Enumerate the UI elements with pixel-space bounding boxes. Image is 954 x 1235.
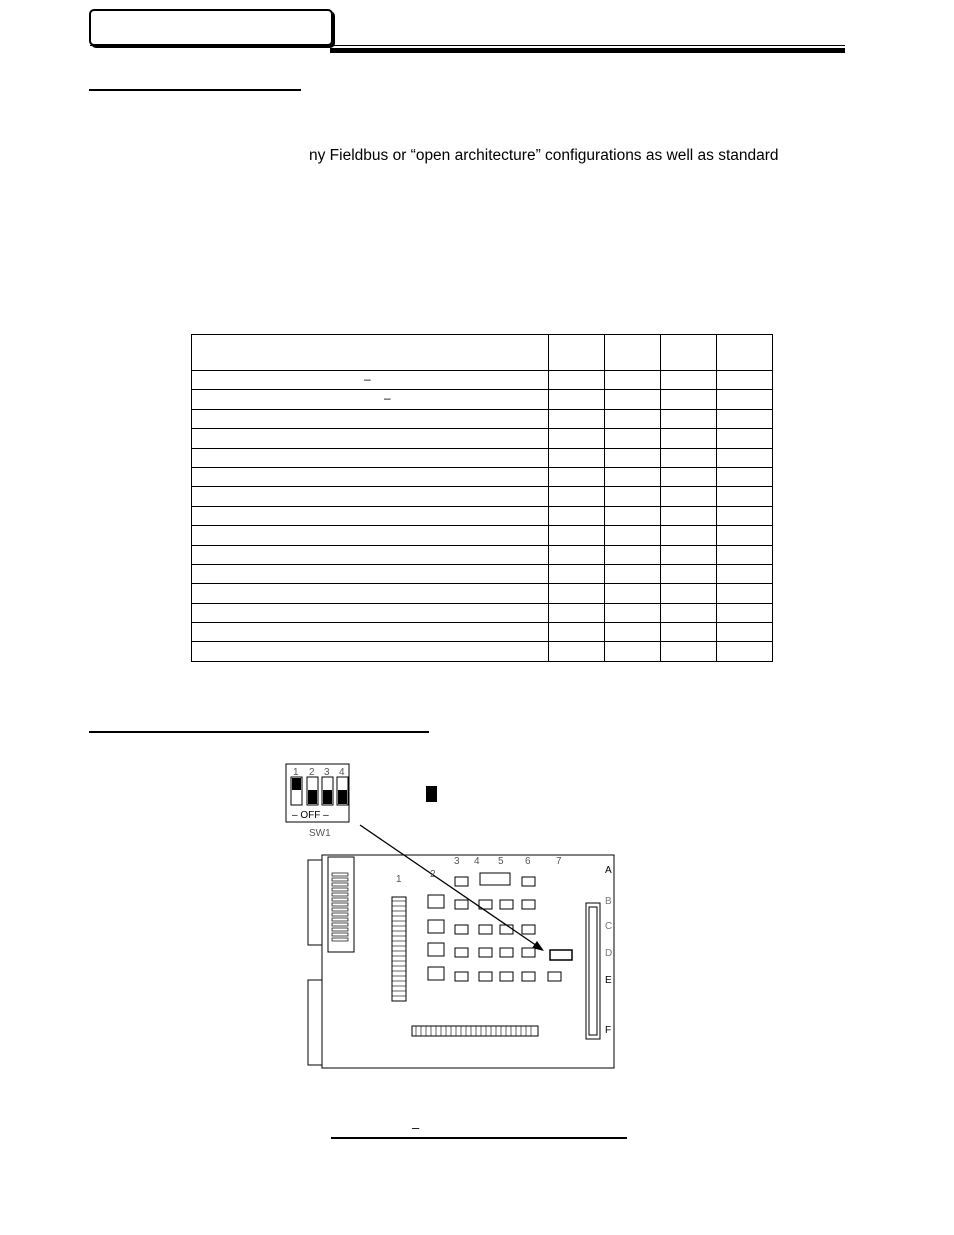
connector-pin [332, 893, 348, 896]
table-label-cell [192, 564, 549, 583]
table-value-cell [605, 545, 661, 564]
switch-number: 2 [309, 767, 315, 778]
switch-number: 1 [293, 767, 299, 778]
ic-chip [455, 925, 468, 934]
arrow-head [532, 941, 544, 951]
table-row [192, 603, 773, 622]
table-value-cell [717, 390, 773, 409]
figure-caption-underline [331, 1137, 627, 1139]
table-header-cell [661, 335, 717, 371]
ic-chip [428, 895, 444, 908]
table-value-cell [549, 409, 605, 428]
table-value-cell [717, 371, 773, 390]
table-row [192, 506, 773, 525]
table-value-cell [605, 371, 661, 390]
table-value-cell [661, 526, 717, 545]
connector-pin [332, 928, 348, 931]
table-value-cell [605, 642, 661, 661]
dip-switch-on-board [550, 950, 572, 960]
table-value-cell [717, 506, 773, 525]
ic-chip [428, 943, 444, 956]
table-value-cell [717, 545, 773, 564]
ic-chip [500, 948, 513, 957]
ribbon-connector-inner [589, 907, 597, 1035]
table-value-cell [549, 429, 605, 448]
intro-paragraph: ny Fieldbus or “open architecture” configurations as well as standard [309, 147, 779, 164]
table-value-cell [717, 409, 773, 428]
large-ic [480, 873, 510, 885]
connector-pin [332, 873, 348, 876]
ic-chip [455, 948, 468, 957]
table-value-cell [549, 371, 605, 390]
ic-chip [522, 972, 535, 981]
table-value-cell [605, 603, 661, 622]
table-row [192, 409, 773, 428]
table-value-cell [549, 564, 605, 583]
ic-chip [455, 972, 468, 981]
table-value-cell [549, 642, 605, 661]
table-value-cell [661, 371, 717, 390]
table-row [192, 429, 773, 448]
board-row-letter: D [605, 948, 613, 959]
table-value-cell [717, 429, 773, 448]
table-value-cell [549, 603, 605, 622]
table-value-cell [549, 506, 605, 525]
connector-pin [332, 888, 348, 891]
table-label-cell [192, 448, 549, 467]
table-value-cell [661, 467, 717, 486]
table-value-cell [605, 526, 661, 545]
table-value-cell [717, 642, 773, 661]
table-value-cell [549, 526, 605, 545]
table-value-cell [661, 603, 717, 622]
switch-number: 3 [324, 767, 330, 778]
header-rule-thick [330, 48, 845, 53]
table-value-cell [661, 448, 717, 467]
table-row [192, 623, 773, 642]
table-row [192, 487, 773, 506]
table-header-cell [605, 335, 661, 371]
legend-on-square [426, 786, 437, 802]
board-row-letter: B [605, 896, 612, 907]
table-label-cell [192, 487, 549, 506]
ic-chip [522, 948, 535, 957]
table-row [192, 642, 773, 661]
table-value-cell [717, 623, 773, 642]
table-value-cell [605, 487, 661, 506]
table-label-cell [192, 526, 549, 545]
ic-chip [479, 972, 492, 981]
table-value-cell [605, 564, 661, 583]
table-label-cell [192, 429, 549, 448]
connector-pin [332, 908, 348, 911]
connector-pin [332, 918, 348, 921]
row-dash-mark: – [364, 372, 371, 386]
ic-chip [479, 948, 492, 957]
board-column-number: 3 [454, 856, 460, 867]
table-value-cell [717, 526, 773, 545]
table-header-row [192, 335, 773, 371]
connector-pin [332, 903, 348, 906]
ic-chip [500, 972, 513, 981]
table-body [192, 371, 773, 662]
table-value-cell [661, 487, 717, 506]
header-tab-box [89, 9, 333, 46]
table-value-cell [605, 448, 661, 467]
table-value-cell [605, 506, 661, 525]
board-row-letter: F [605, 1025, 612, 1036]
table-value-cell [549, 623, 605, 642]
ic-chip [522, 877, 535, 886]
table-value-cell [661, 390, 717, 409]
connector-pin [332, 933, 348, 936]
connector-pin [332, 898, 348, 901]
board-row-letter: C [605, 921, 613, 932]
switch-1-knob [292, 778, 301, 790]
table-header-cell [549, 335, 605, 371]
board-column-number: 7 [556, 856, 562, 867]
switch-4-knob [338, 790, 347, 804]
board-column-number: 1 [396, 874, 402, 885]
table-label-cell [192, 642, 549, 661]
table-value-cell [605, 429, 661, 448]
dip-switch-name: SW1 [309, 828, 331, 839]
table-value-cell [717, 487, 773, 506]
ic-chip [428, 920, 444, 933]
table-row [192, 467, 773, 486]
table-row [192, 584, 773, 603]
table-value-cell [549, 390, 605, 409]
dip-off-label: – OFF – [292, 810, 329, 821]
ic-chip [522, 925, 535, 934]
table-value-cell [661, 429, 717, 448]
table-value-cell [717, 448, 773, 467]
table-row [192, 390, 773, 409]
board-column-number: 5 [498, 856, 504, 867]
ic-chip [548, 972, 561, 981]
caption-dash: – [412, 1120, 420, 1135]
table-label-cell [192, 506, 549, 525]
table-label-cell [192, 623, 549, 642]
table-value-cell [661, 545, 717, 564]
switch-2-knob [308, 790, 317, 804]
board-column-number: 6 [525, 856, 531, 867]
edge-connector-top [308, 860, 322, 945]
table-row [192, 564, 773, 583]
table-label-cell [192, 545, 549, 564]
table-row [192, 448, 773, 467]
table-value-cell [661, 642, 717, 661]
switch-number: 4 [339, 767, 345, 778]
ic-chip [428, 967, 444, 980]
connector-pin [332, 913, 348, 916]
connector-pin [332, 923, 348, 926]
table-value-cell [605, 409, 661, 428]
ribbon-connector [586, 903, 600, 1039]
connector-pin [332, 878, 348, 881]
table-value-cell [605, 390, 661, 409]
table-value-cell [549, 467, 605, 486]
table-row [192, 545, 773, 564]
table-label-cell [192, 371, 549, 390]
table-row [192, 371, 773, 390]
switch-3-knob [323, 790, 332, 804]
ic-chip [455, 900, 468, 909]
section-heading-underline-2 [89, 731, 429, 733]
table-value-cell [549, 584, 605, 603]
table-label-cell [192, 409, 549, 428]
table-value-cell [661, 506, 717, 525]
table-label-cell [192, 390, 549, 409]
table-value-cell [549, 487, 605, 506]
table-value-cell [661, 564, 717, 583]
options-table [191, 334, 773, 662]
ic-chip [455, 877, 468, 886]
table-value-cell [605, 623, 661, 642]
table-value-cell [549, 545, 605, 564]
table-value-cell [717, 564, 773, 583]
board-row-letter: E [605, 975, 612, 986]
ic-grid [428, 877, 561, 981]
connector-pin [332, 883, 348, 886]
table-label-cell [192, 584, 549, 603]
table-value-cell [717, 584, 773, 603]
connector-pins [332, 873, 348, 941]
edge-connector-bottom [308, 980, 322, 1065]
table-label-cell [192, 603, 549, 622]
board-row-letter: A [605, 865, 612, 876]
table-value-cell [661, 584, 717, 603]
row-dash-mark: – [384, 391, 391, 406]
table-value-cell [549, 448, 605, 467]
table-value-cell [717, 467, 773, 486]
table-value-cell [661, 409, 717, 428]
ic-chip [479, 925, 492, 934]
section-heading-underline [89, 89, 301, 91]
table-value-cell [717, 603, 773, 622]
table-row [192, 526, 773, 545]
table-value-cell [661, 623, 717, 642]
table-header-cell [192, 335, 549, 371]
board-column-number: 4 [474, 856, 480, 867]
table-header-cell [717, 335, 773, 371]
table-value-cell [605, 584, 661, 603]
table-value-cell [605, 467, 661, 486]
ic-chip [522, 900, 535, 909]
resistor-strip [392, 897, 406, 1001]
table-label-cell [192, 467, 549, 486]
header-rule-thin [90, 45, 845, 46]
circuit-board-diagram [300, 815, 630, 1080]
ic-chip [500, 925, 513, 934]
connector-pin [332, 938, 348, 941]
board-column-number: 2 [430, 869, 436, 880]
ic-chip [500, 900, 513, 909]
